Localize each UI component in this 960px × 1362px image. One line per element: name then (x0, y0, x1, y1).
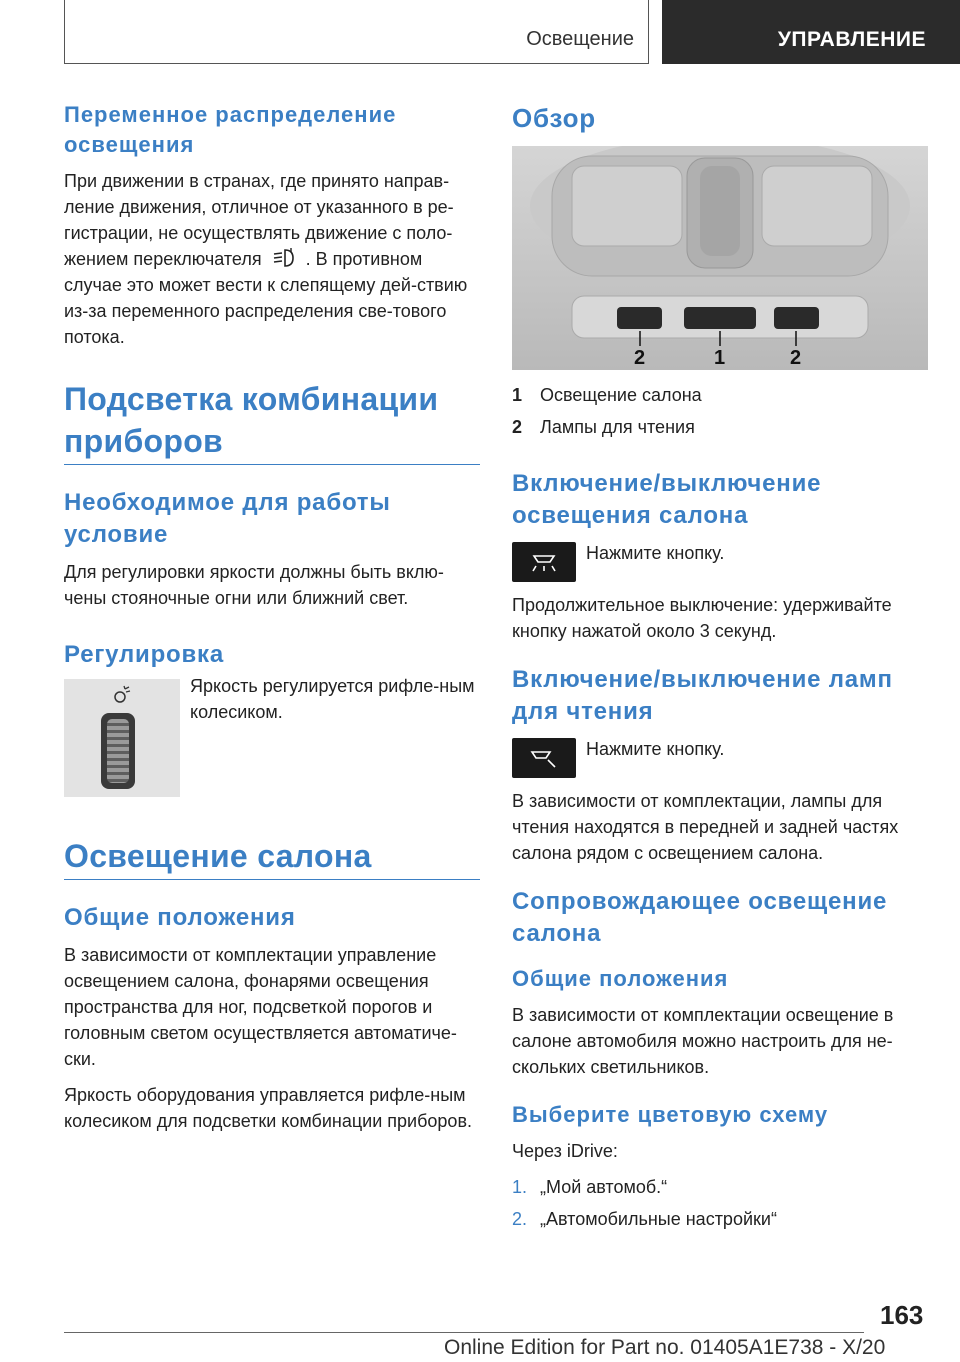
heading-adjustment: Регулировка (64, 641, 225, 668)
headlight-switch-icon (271, 246, 297, 270)
heading-variable-light-distribution: Переменное распределение освещения (64, 102, 397, 157)
paragraph-ambient-general: В зависимости от комплектации освещение в салоне автомобиля можно настроить для не-скольких светильников. (512, 1005, 894, 1077)
fig-label-center: 1 (714, 347, 726, 369)
section-rule-instrument-lighting (64, 378, 480, 465)
legend-item: 1 Освещение салона (512, 385, 702, 405)
paragraph-reading-lamps: В зависимости от комплектации, лампы для чтения находятся в передней и задней частях салона рядом с освещением салона. (512, 791, 899, 863)
header-section-box (64, 0, 649, 64)
footer-edition: Online Edition for Part no. 01405A1E738 - X/20 (444, 1336, 886, 1359)
paragraph-adjustment: Яркость регулируется рифле-ным колесиком. (190, 676, 475, 722)
legend-item: 2 Лампы для чтения (512, 417, 695, 437)
paragraph-general-1: В зависимости от комплектации управление освещением салона, фонарями освещения пространства для ног, подсветкой порогов и головным светом осуществляется автоматиче-ски. (64, 945, 457, 1069)
paragraph-variable-light-part2: . В противном случае это может вести к слепящему дей-ствию из-за переменного распределения све-тового потока. (64, 249, 468, 347)
interior-light-button-image (512, 542, 576, 582)
interior-light-icon (524, 550, 564, 574)
brightness-icon (112, 685, 132, 705)
paragraph-long-off: Продолжительное выключение: удерживайте кнопку нажатой около 3 секунд. (512, 595, 892, 641)
overhead-console-photo (512, 146, 928, 370)
paragraph-variable-light-part1: При движении в странах, где принято направ-ление движения, отличное от указанного в ре-гистрации, не осуществлять движение с поло-жением переключателя (64, 171, 454, 269)
thumbwheel-illustration (64, 679, 180, 797)
reading-light-icon (524, 746, 564, 770)
thumbwheel-housing (101, 713, 135, 789)
header-chapter-tab (662, 0, 960, 64)
left-column (64, 100, 480, 1144)
press-button-text-1: Нажмите кнопку. (586, 543, 725, 563)
header-section-title: Освещение (526, 28, 634, 50)
footer-rule (64, 1332, 864, 1333)
paragraph-general-2: Яркость оборудования управляется рифле-ным колесиком для подсветки комбинации приборов. (64, 1085, 473, 1131)
heading-color-scheme: Выберите цветовую схему (512, 1102, 829, 1127)
heading-ambient-lighting: Сопровождающее освещение салона (512, 888, 888, 947)
heading-interior-lighting: Освещение салона (64, 838, 372, 874)
list-item: 1. „Мой автомоб.“ (512, 1177, 668, 1197)
paragraph-requirement: Для регулировки яркости должны быть вклю-чены стояночные огни или ближний свет. (64, 562, 444, 608)
paragraph-variable-light (64, 168, 480, 350)
heading-reading-lamps: Включение/выключение ламп для чтения (512, 666, 893, 725)
adjustment-row (64, 676, 480, 797)
heading-overview: Обзор (512, 103, 596, 133)
heading-instrument-lighting: Подсветка комбинации приборов (64, 381, 439, 459)
thumbwheel-roller (107, 719, 129, 783)
reading-button-row (512, 736, 928, 778)
fig-label-right: 2 (790, 347, 802, 369)
section-rule-interior-lighting (64, 835, 480, 880)
interior-button-row (512, 540, 928, 582)
heading-ambient-general: Общие положения (512, 966, 729, 991)
heading-general: Общие положения (64, 904, 296, 931)
list-item: 2. „Автомобильные настройки“ (512, 1209, 777, 1229)
fig-label-left: 2 (634, 347, 646, 369)
page-number: 163 (880, 1300, 924, 1330)
heading-interior-on-off: Включение/выключение освещения салона (512, 470, 822, 529)
reading-light-button-image (512, 738, 576, 778)
paragraph-idrive: Через iDrive: (512, 1141, 618, 1161)
press-button-text-2: Нажмите кнопку. (586, 739, 725, 759)
overhead-console-drawing (512, 146, 928, 370)
header-chapter-title: УПРАВЛЕНИЕ (777, 28, 926, 51)
right-column (512, 100, 928, 1238)
heading-requirement: Необходимое для работы условие (64, 489, 391, 548)
